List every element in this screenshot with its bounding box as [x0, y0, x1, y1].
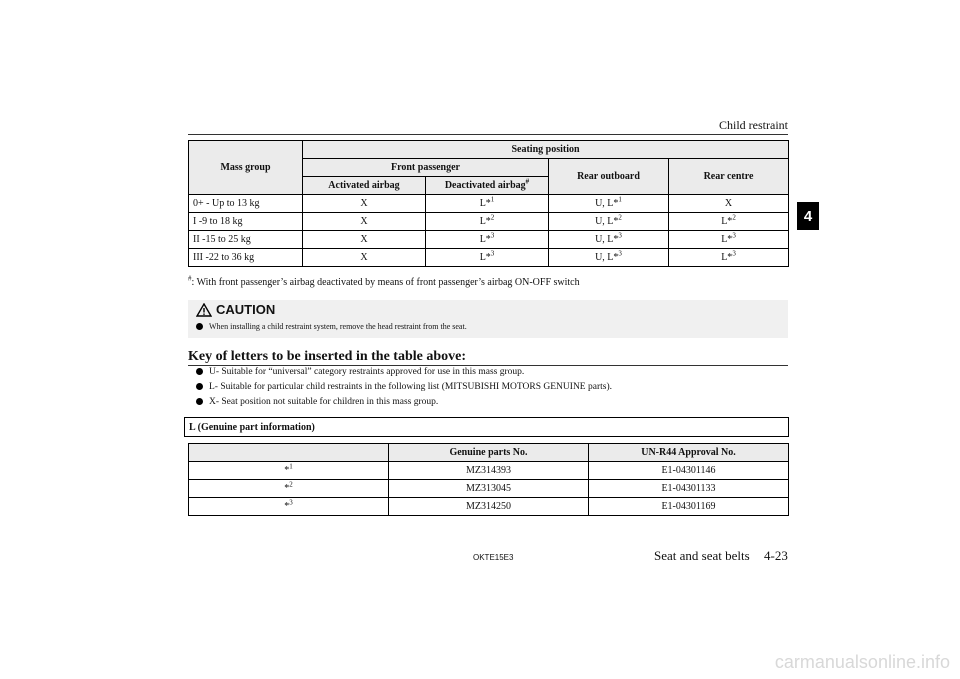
document-code: OKTE15E3 [473, 553, 514, 562]
watermark: carmanualsonline.info [774, 652, 950, 672]
table-row: III -22 to 36 kg X L*$^3$ U, L*$^3$ L*$^3$ [189, 249, 789, 267]
activated-airbag-header: Activated airbag [303, 177, 426, 195]
approval-no-header: UN-R44 Approval No. [589, 444, 789, 462]
list-item: U- Suitable for “universal” category restraints approved for use in this mass group. [196, 364, 612, 379]
table-row: I -9 to 18 kg X L*$^2$ U, L*$^2$ L*$^2$ [189, 213, 789, 231]
genuine-parts-no-header: Genuine parts No. [389, 444, 589, 462]
caution-heading: CAUTION [196, 302, 275, 317]
table-row: 0+ - Up to 13 kg X L*$^1$ U, L*$^1$ X [189, 195, 789, 213]
key-section-title: Key of letters to be inserted in the table above: [188, 349, 466, 364]
bullet-icon [196, 398, 203, 405]
front-passenger-header: Front passenger [303, 159, 549, 177]
list-item: L- Suitable for particular child restraints in the following list (MITSUBISHI MOTORS GENUINE parts). [196, 379, 612, 394]
genuine-part-info-label: L (Genuine part information) [184, 417, 789, 437]
table-row: II -15 to 25 kg X L*$^3$ U, L*$^3$ L*$^3$ [189, 231, 789, 249]
bullet-icon [196, 383, 203, 390]
key-list [196, 364, 612, 409]
footer-section-title: Seat and seat belts [654, 548, 750, 563]
mass-group-header: Mass group [189, 141, 303, 195]
header-rule [188, 134, 788, 135]
rear-outboard-header: Rear outboard [549, 159, 669, 195]
page-number: 4-23 [764, 548, 788, 563]
rear-centre-header: Rear centre [669, 159, 789, 195]
airbag-footnote: #: With front passenger’s airbag deactivated by means of front passenger’s airbag ON-OFF switch [188, 274, 580, 288]
caution-text: When installing a child restraint system, remove the head restraint from the seat. [196, 322, 467, 331]
caution-box [188, 300, 788, 338]
list-item: X- Seat position not suitable for children in this mass group. [196, 394, 612, 409]
bullet-icon [196, 323, 203, 330]
table-row: *$^3$ MZ314250 E1-04301169 [189, 498, 789, 516]
seating-position-table [188, 140, 789, 267]
bullet-icon [196, 368, 203, 375]
deactivated-airbag-header: Deactivated airbag# [426, 177, 549, 195]
seating-position-header: Seating position [303, 141, 789, 159]
table-row: *$^1$ MZ314393 E1-04301146 [189, 462, 789, 480]
warning-triangle-icon [196, 303, 212, 317]
running-header-title: Child restraint [719, 118, 788, 132]
chapter-tab: 4 [797, 202, 819, 230]
table-row: *$^2$ MZ313045 E1-04301133 [189, 480, 789, 498]
genuine-parts-table [188, 443, 789, 516]
